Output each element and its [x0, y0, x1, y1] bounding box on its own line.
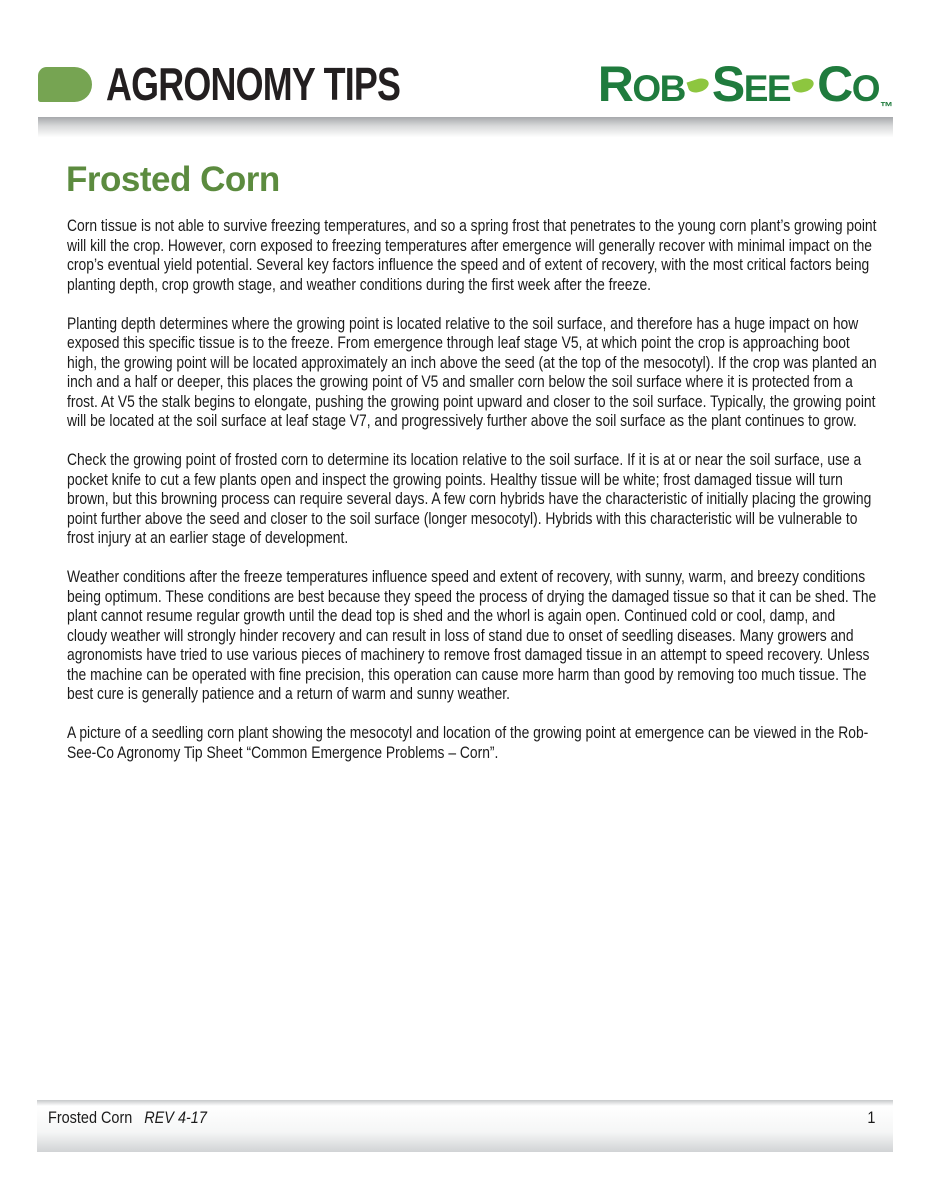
- rob-see-co-logo: [597, 56, 893, 114]
- page-title: Frosted Corn: [66, 160, 280, 199]
- footer-revision: REV 4-17: [144, 1108, 207, 1127]
- brand-accent-leaf-icon: [38, 67, 92, 102]
- header-divider-bar: [38, 117, 893, 137]
- logo-word-rob-initial: R: [597, 56, 633, 112]
- masthead: [38, 57, 483, 111]
- paragraph: Corn tissue is not able to survive freezing temperatures, and so a spring frost that penetrates to the young corn plant’s growing point will kill the crop. However, corn exposed to freezing temperatures after emergence will generally recover with minimal impact on the crop’s eventual yield potential. Several key factors influence the speed and of extent of recovery, with the most critical factors being planting depth, crop growth stage, and weather conditions during the first week after the freeze.: [67, 217, 877, 294]
- paragraph: Weather conditions after the freeze temperatures influence speed and extent of recovery, with sunny, warm, and breezy conditions being optimum. These conditions are best because they speed the process of drying the damaged tissue so that it can be shed. The plant cannot resume regular growth until the dead top is shed and the whorl is again open. Continued cold or cool, damp, and cloudy weather will strongly hinder recovery and can result in loss of stand due to onset of seedling diseases. Many growers and agronomists have tried to use various pieces of machinery to remove frost damaged tissue in an attempt to speed recovery. Unless the machine can be operated with fine precision, this operation can cause more harm than good by removing too much tissue. The best cure is generally patience and a return of warm and sunny weather.: [67, 568, 877, 703]
- logo-word-co-rest: O: [851, 68, 879, 109]
- leaf-separator-icon: [686, 76, 710, 95]
- logo-word-see-rest: EE: [743, 68, 791, 109]
- footer-doc-title: Frosted Corn: [48, 1108, 133, 1127]
- leaf-separator-icon: [792, 76, 816, 95]
- header: [38, 56, 893, 114]
- document-body: [67, 217, 878, 783]
- footer: [37, 1100, 893, 1152]
- page-number: 1: [866, 1108, 875, 1127]
- logo-word-rob-rest: OB: [632, 68, 685, 109]
- footer-content: [48, 1108, 875, 1128]
- trademark-symbol: ™: [880, 99, 893, 114]
- footer-left: [48, 1108, 207, 1128]
- paragraph: A picture of a seedling corn plant showing the mesocotyl and location of the growing point at emergence can be viewed in the Rob-See-Co Agronomy Tip Sheet “Common Emergence Problems – Corn”.: [67, 724, 869, 762]
- paragraph: Planting depth determines where the growing point is located relative to the soil surface, and therefore has a huge impact on how exposed this specific tissue is to the freeze. From emergence through leaf stage V5, at which point the crop is approaching boot high, the growing point will be located approximately an inch above the seed (at the top of the mesocotyl). If the crop was planted an inch and a half or deeper, this places the growing point of V5 and smaller corn below the soil surface where it is protected from a frost. At V5 the stalk begins to elongate, pushing the growing point upward and closer to the soil surface. Typically, the growing point will be located at the soil surface at leaf stage V7, and progressively further above the soil surface as the plant continues to grow.: [67, 314, 877, 430]
- logo-word-co-initial: C: [817, 56, 852, 112]
- masthead-title: AGRONOMY TIPS: [106, 58, 401, 110]
- paragraph: Check the growing point of frosted corn to determine its location relative to the soil surface. If it is at or near the soil surface, use a pocket knife to cut a few plants open and inspect the growing points. Healthy tissue will be white; frost damaged tissue will turn brown, but this browning process can require several days. A few corn hybrids have the characteristic of initially placing the growing point further above the seed and closer to the soil surface (longer mesocotyl). Hybrids with this characteristic will be vulnerable to frost injury at an earlier stage of development.: [67, 451, 872, 547]
- logo-word-see-initial: S: [711, 56, 744, 112]
